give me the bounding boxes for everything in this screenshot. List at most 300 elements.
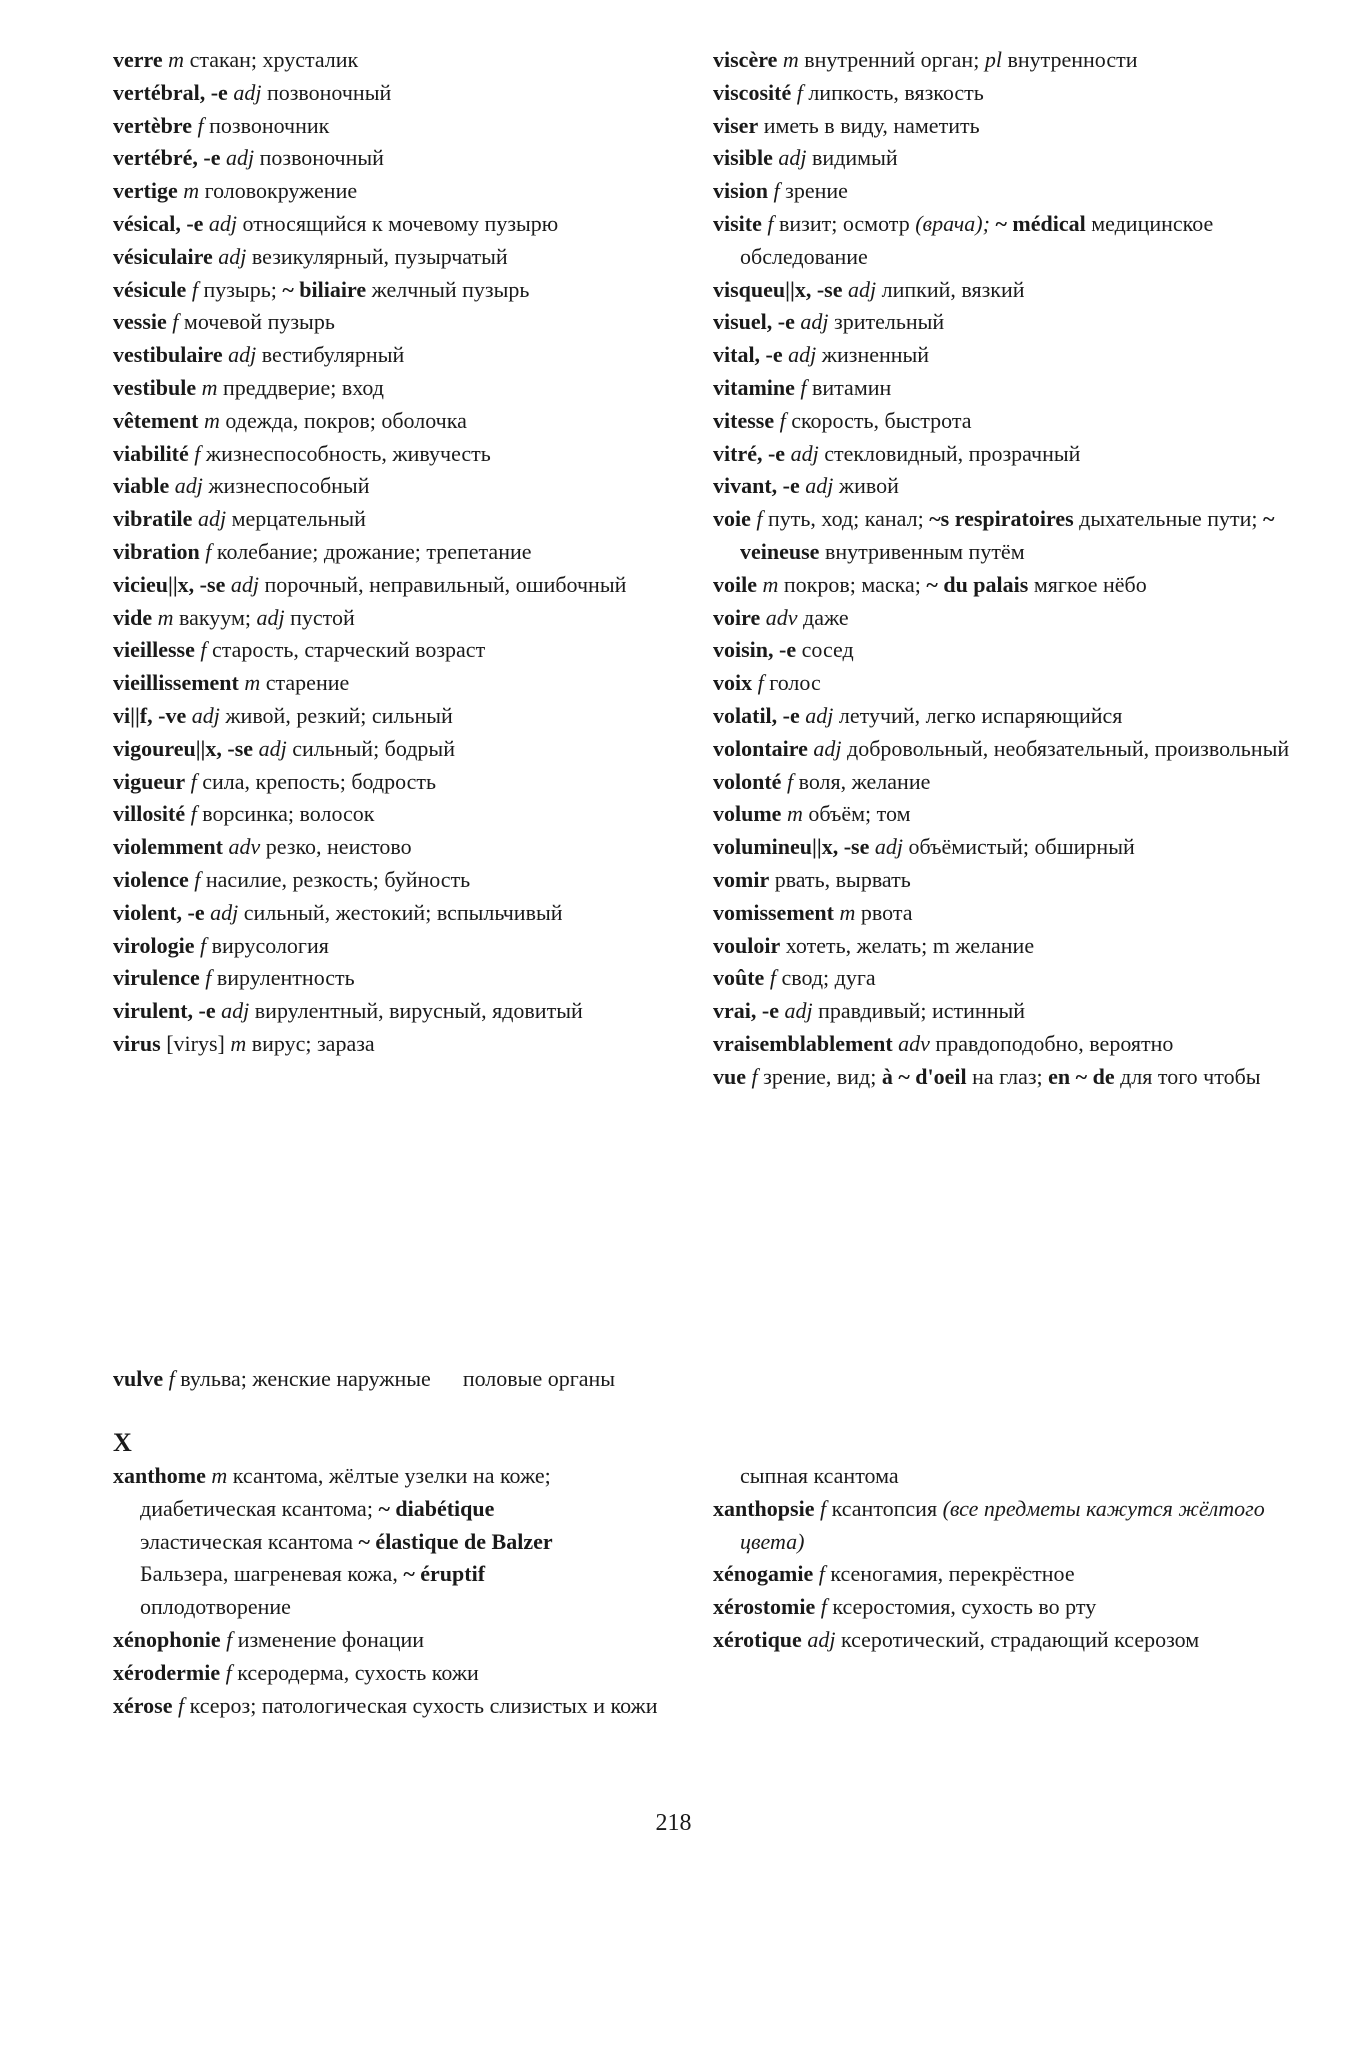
translation: жизнеспособность, живучесть <box>205 440 491 466</box>
italic-note: (все предметы кажутся жёлтого цвета) <box>740 1495 1265 1554</box>
dictionary-entry <box>113 1526 713 1559</box>
dictionary-entry <box>113 175 713 208</box>
dictionary-entry <box>713 142 1293 175</box>
headword: vésiculaire <box>113 243 213 269</box>
grammar-label: f <box>769 965 776 991</box>
grammar-label: f <box>194 866 201 892</box>
grammar-label: m <box>762 571 779 597</box>
headword: visqueu||x, -se <box>713 276 843 302</box>
bold-phrase: ~ élastique de Balzer <box>358 1528 553 1554</box>
translation: зрительный <box>834 309 945 335</box>
translation: живой, резкий; сильный <box>225 702 453 728</box>
grammar-label: adj <box>790 440 819 466</box>
translation: правдоподобно, вероятно <box>935 1030 1174 1056</box>
dictionary-entry <box>713 77 1293 110</box>
dictionary-entry <box>713 470 1293 503</box>
translation: пузырь; <box>203 276 277 302</box>
translation: ксантома, жёлтые узелки на коже; <box>232 1463 551 1488</box>
translation: сильный, жестокий; вспыльчивый <box>243 899 563 925</box>
translation: сильный; бодрый <box>292 735 455 761</box>
headword: verre <box>113 47 163 72</box>
translation-continued: для того чтобы <box>1120 1063 1261 1089</box>
translation: сыпная ксантома <box>740 1463 899 1488</box>
headword: volume <box>713 801 782 827</box>
headword: vertèbre <box>113 112 192 138</box>
grammar-label: m <box>157 604 174 630</box>
dictionary-entry <box>713 831 1293 864</box>
translation: одежда, покров; оболочка <box>225 407 467 433</box>
grammar-label: f <box>177 1692 185 1718</box>
headword: vieillissement <box>113 670 239 696</box>
dictionary-entry <box>713 110 1293 143</box>
dictionary-entry <box>713 798 1293 831</box>
dictionary-entry <box>713 569 1293 602</box>
headword: voire <box>713 604 761 630</box>
grammar-label: f <box>786 768 794 794</box>
translation: рвать, вырвать <box>774 866 911 892</box>
translation: вульва; женские наружные <box>180 1366 431 1391</box>
grammar-label: adj <box>805 702 834 728</box>
translation: хотеть, желать; m желание <box>785 932 1035 958</box>
grammar-label: m <box>230 1030 247 1056</box>
grammar-label: f <box>190 801 197 827</box>
headword: visible <box>713 145 773 171</box>
translation: ксеногамия, перекрёстное <box>830 1561 1075 1587</box>
grammar-label: adj <box>813 735 842 761</box>
grammar-label: m <box>183 178 200 204</box>
grammar-label: m <box>201 374 218 400</box>
headword: viabilité <box>113 440 189 466</box>
headword: xanthome <box>113 1463 206 1488</box>
grammar-label: adv <box>898 1030 930 1056</box>
grammar-label: adv <box>765 604 798 630</box>
translation: покров; маска; <box>783 571 921 597</box>
translation: преддверие; вход <box>223 374 384 400</box>
grammar-label: f <box>205 965 212 991</box>
dictionary-entry <box>713 897 1293 930</box>
headword: visuel, -e <box>713 309 795 335</box>
dictionary-entry <box>113 602 713 635</box>
translation-continued: внутренности <box>1007 47 1138 72</box>
headword: vertébral, -e <box>113 79 228 105</box>
dictionary-entry <box>713 733 1293 766</box>
translation: жизненный <box>821 342 930 368</box>
dictionary-entry <box>113 1493 713 1526</box>
translation: эластическая ксантома <box>140 1528 353 1554</box>
dictionary-entry <box>113 897 713 930</box>
translation: вирулентный, вирусный, ядовитый <box>254 998 583 1024</box>
section-letter: X <box>113 1428 132 1457</box>
dictionary-entry <box>113 1657 713 1690</box>
translation: головокружение <box>204 178 358 204</box>
dictionary-entry <box>113 864 713 897</box>
headword: vibration <box>113 538 200 564</box>
dictionary-entry <box>713 864 1293 897</box>
dictionary-entry <box>113 569 713 602</box>
headword: vomir <box>713 866 770 892</box>
headword: vésicule <box>113 276 187 302</box>
headword: vieillesse <box>113 637 195 663</box>
grammar-label: m <box>204 407 220 433</box>
grammar-label: adj <box>218 243 247 269</box>
dictionary-entry <box>113 438 713 471</box>
dictionary-entry <box>713 1061 1293 1094</box>
grammar-label: f <box>751 1063 758 1089</box>
translation-continued: внутривенным путём <box>824 538 1025 564</box>
dictionary-entry <box>713 602 1293 635</box>
grammar-label: f <box>757 670 764 696</box>
translation: иметь в виду, наметить <box>763 112 980 138</box>
dictionary-entry <box>113 274 713 307</box>
italic-note: pl <box>984 47 1002 72</box>
headword: vision <box>713 178 769 204</box>
headword: villosité <box>113 801 186 827</box>
translation: мочевой пузырь <box>183 309 335 335</box>
dictionary-entry <box>113 1028 713 1061</box>
dictionary-entry <box>113 634 713 667</box>
headword: voûte <box>713 965 765 991</box>
grammar-label: m <box>839 899 856 925</box>
translation: вестибулярный <box>261 342 405 368</box>
headword: xérodermie <box>113 1659 221 1685</box>
bold-phrase: ~s respiratoires <box>929 506 1074 532</box>
grammar-label: m <box>168 47 185 72</box>
headword: vibratile <box>113 506 193 532</box>
translation: изменение фонации <box>237 1626 425 1652</box>
translation: ксероз; патологическая сухость слизистых и кожи <box>189 1692 658 1718</box>
headword: vouloir <box>713 932 781 958</box>
headword: vraisemblablement <box>713 1030 893 1056</box>
dictionary-entry <box>113 405 713 438</box>
headword: vésical, -e <box>113 210 204 236</box>
headword: xénophonie <box>113 1626 221 1652</box>
translation: вирусология <box>211 932 329 958</box>
headword: voile <box>713 571 757 597</box>
dictionary-entry <box>113 470 713 503</box>
translation: ворсинка; волосок <box>202 801 375 827</box>
translation: старение <box>265 670 350 696</box>
translation-continued: мягкое нёбо <box>1033 571 1147 597</box>
headword: vêtement <box>113 407 199 433</box>
dictionary-entry <box>113 962 713 995</box>
grammar-label: adj <box>807 1626 836 1652</box>
translation: вирус; зараза <box>251 1030 375 1056</box>
headword: vivant, -e <box>713 473 800 499</box>
grammar-label: adj <box>208 210 238 236</box>
dictionary-entry <box>113 930 713 963</box>
dictionary-entry <box>713 667 1293 700</box>
dictionary-entry <box>113 241 713 274</box>
dictionary-entry <box>713 503 1293 569</box>
translation: летучий, легко испаряющийся <box>838 702 1123 728</box>
translation: добровольный, необязательный, произвольный <box>847 735 1290 761</box>
headword: viscère <box>713 47 778 72</box>
dictionary-entry <box>713 1558 1293 1591</box>
dictionary-entry <box>113 339 713 372</box>
dictionary-entry <box>113 1460 713 1493</box>
dictionary-entry <box>113 700 713 733</box>
headword: xérotique <box>713 1626 802 1652</box>
dictionary-entry <box>113 995 713 1028</box>
dictionary-entry <box>113 44 713 77</box>
headword: virus <box>113 1030 161 1056</box>
translation: позвоночный <box>266 79 392 105</box>
dictionary-entry <box>113 798 713 831</box>
dictionary-entry <box>113 110 713 143</box>
dictionary-entry <box>113 1591 713 1624</box>
translation: липкость, вязкость <box>808 79 984 105</box>
translation: ксеростомия, сухость во рту <box>832 1594 1097 1620</box>
dictionary-entry <box>713 306 1293 339</box>
dictionary-entry <box>113 142 713 175</box>
grammar-label: adj <box>778 145 807 171</box>
translation: воля, желание <box>798 768 931 794</box>
translation: скорость, быстрота <box>791 407 972 433</box>
translation: относящийся к мочевому пузырю <box>242 210 559 236</box>
headword: xanthopsie <box>713 1495 815 1521</box>
headword: viscosité <box>713 79 792 105</box>
headword: violence <box>113 866 189 892</box>
grammar-label: adj <box>174 473 203 499</box>
grammar-label: f <box>756 506 763 532</box>
dictionary-entry <box>713 1591 1293 1624</box>
translation: стакан; хрусталик <box>189 47 359 72</box>
headword: violemment <box>113 834 223 860</box>
grammar-label: f <box>172 309 179 335</box>
headword: vulve <box>113 1366 164 1391</box>
grammar-label: adj <box>233 79 262 105</box>
headword: vital, -e <box>713 342 783 368</box>
translation: правдивый; истинный <box>818 998 1026 1024</box>
headword: vi||f, -ve <box>113 702 187 728</box>
headword: vestibulaire <box>113 342 223 368</box>
translation-continued: медицинское обследование <box>740 210 1214 269</box>
translation: сосед <box>801 637 854 663</box>
grammar-label: f <box>818 1561 825 1587</box>
pronunciation: [virys] <box>166 1030 225 1056</box>
translation: ксантопсия <box>831 1495 938 1521</box>
grammar-label: adj <box>230 571 259 597</box>
translation: вакуум; <box>179 604 251 630</box>
translation: старость, старческий возраст <box>212 637 486 663</box>
dictionary-entry <box>713 1493 1293 1559</box>
headword: vessie <box>113 309 167 335</box>
translation-continued: дыхательные пути; <box>1079 506 1258 532</box>
grammar-label: f <box>168 1366 175 1391</box>
dictionary-entry <box>713 1028 1293 1061</box>
grammar-label: f <box>767 210 774 236</box>
grammar-label: m <box>786 801 803 827</box>
translation: везикулярный, пузырчатый <box>251 243 508 269</box>
grammar-label: f <box>194 440 201 466</box>
grammar-label: f <box>779 407 786 433</box>
dictionary-entry <box>713 995 1293 1028</box>
dictionary-entry <box>113 1624 713 1657</box>
grammar-label: adj <box>191 702 220 728</box>
section-x-right-column <box>713 1460 1293 1657</box>
translation: визит; осмотр <box>779 210 910 236</box>
translation: диабетическая ксантома; <box>140 1495 373 1521</box>
headword: voix <box>713 670 753 696</box>
headword: virulence <box>113 965 200 991</box>
headword: virologie <box>113 932 195 958</box>
bold-phrase: ~ du palais <box>926 571 1029 597</box>
translation: голос <box>769 670 821 696</box>
bold-phrase: en ~ de <box>1048 1063 1115 1089</box>
grammar-label: f <box>819 1495 827 1521</box>
headword: vestibule <box>113 374 197 400</box>
grammar-label: f <box>190 768 197 794</box>
left-column <box>113 44 713 1061</box>
grammar-label: f <box>191 276 198 302</box>
headword: vitré, -e <box>713 440 786 466</box>
right-column <box>713 44 1293 1094</box>
grammar-label: adj <box>805 473 834 499</box>
headword: volatil, -e <box>713 702 800 728</box>
dictionary-entry <box>713 700 1293 733</box>
translation: порочный, неправильный, ошибочный <box>264 571 627 597</box>
bold-phrase: ~ éruptif <box>403 1561 486 1587</box>
bold-phrase: ~ biliaire <box>282 276 367 302</box>
dictionary-entry <box>113 667 713 700</box>
grammar-label: f <box>796 79 803 105</box>
dictionary-entry <box>713 339 1293 372</box>
grammar-label: f <box>226 1626 233 1652</box>
grammar-label: f <box>225 1659 232 1685</box>
translation: рвота <box>860 899 913 925</box>
italic-note: adj <box>256 604 285 630</box>
dictionary-entry <box>713 175 1293 208</box>
translation: ксеротический, страдающий ксерозом <box>840 1626 1200 1652</box>
headword: vitesse <box>713 407 775 433</box>
translation: свод; дуга <box>781 965 876 991</box>
translation: живой <box>838 473 899 499</box>
translation: зрение, вид; <box>763 1063 877 1089</box>
grammar-label: adj <box>788 342 817 368</box>
dictionary-entry <box>113 1690 713 1723</box>
grammar-label: f <box>820 1594 827 1620</box>
translation: оплодотворение <box>140 1594 291 1620</box>
translation: насилие, резкость; буйность <box>205 866 471 892</box>
bold-phrase: ~ diabétique <box>378 1495 495 1521</box>
grammar-label: adj <box>874 834 903 860</box>
dictionary-entry <box>713 930 1293 963</box>
translation: позвоночник <box>209 112 330 138</box>
headword: volumineu||x, -se <box>713 834 870 860</box>
translation: липкий, вязкий <box>881 276 1025 302</box>
translation: зрение <box>785 178 848 204</box>
bold-phrase: ~ médical <box>995 210 1086 236</box>
headword: volonté <box>713 768 782 794</box>
dictionary-entry <box>713 405 1293 438</box>
dictionary-entry <box>113 306 713 339</box>
translation: внутренний орган; <box>804 47 980 72</box>
bold-phrase: à ~ d'oeil <box>881 1063 967 1089</box>
translation: позвоночный <box>259 145 384 171</box>
grammar-label: m <box>211 1463 228 1488</box>
headword: vide <box>113 604 153 630</box>
translation: жизнеспособный <box>208 473 370 499</box>
translation: мерцательный <box>231 506 366 532</box>
grammar-label: adj <box>221 998 250 1024</box>
dictionary-entry <box>713 766 1293 799</box>
italic-note: (врача); <box>915 210 990 236</box>
translation-continued: желчный пузырь <box>371 276 530 302</box>
headword: vrai, -e <box>713 998 779 1024</box>
translation-continued: на глаз; <box>972 1063 1043 1089</box>
translation-continued: пустой <box>290 604 355 630</box>
grammar-label: f <box>773 178 780 204</box>
headword: vertébré, -e <box>113 145 221 171</box>
dictionary-entry <box>113 77 713 110</box>
dictionary-entry <box>113 733 713 766</box>
dictionary-entry <box>713 274 1293 307</box>
translation: вирулентность <box>216 965 355 991</box>
page-number: 218 <box>655 1810 692 1836</box>
headword: voisin, -e <box>713 637 797 663</box>
grammar-label: f <box>199 932 207 958</box>
grammar-label: adv <box>228 834 261 860</box>
grammar-label: adj <box>848 276 877 302</box>
dictionary-entry <box>113 766 713 799</box>
translation: витамин <box>812 374 892 400</box>
dictionary-entry <box>113 372 713 405</box>
headword: violent, -e <box>113 899 205 925</box>
grammar-label: f <box>197 112 204 138</box>
bold-phrase: ~ veineuse <box>740 506 1275 564</box>
headword: virulent, -e <box>113 998 216 1024</box>
grammar-label: adj <box>258 735 287 761</box>
dictionary-entry <box>713 208 1293 274</box>
translation: Бальзера, шагреневая кожа, <box>140 1561 398 1587</box>
headword: voie <box>713 506 751 532</box>
translation: стекловидный, прозрачный <box>824 440 1081 466</box>
dictionary-entry <box>113 503 713 536</box>
headword: xérose <box>113 1692 173 1718</box>
headword: volontaire <box>713 735 808 761</box>
grammar-label: m <box>244 670 261 696</box>
dictionary-entry <box>713 634 1293 667</box>
dictionary-entry <box>113 1558 713 1591</box>
grammar-label: adj <box>784 998 813 1024</box>
headword: xénogamie <box>713 1561 814 1587</box>
dictionary-entry <box>713 1624 1293 1657</box>
grammar-label: adj <box>228 342 257 368</box>
grammar-label: adj <box>210 899 239 925</box>
headword: xérostomie <box>713 1594 816 1620</box>
section-x-left-column <box>113 1460 713 1722</box>
dictionary-entry <box>713 44 1293 77</box>
headword: vue <box>713 1063 746 1089</box>
headword: vertige <box>113 178 178 204</box>
dictionary-entry <box>113 831 713 864</box>
entry-vulve <box>113 1363 615 1396</box>
translation: объёмистый; обширный <box>908 834 1135 860</box>
grammar-label: adj <box>197 506 227 532</box>
translation: колебание; дрожание; трепетание <box>216 538 532 564</box>
headword: viable <box>113 473 170 499</box>
grammar-label: adj <box>800 309 829 335</box>
dictionary-entry <box>713 1460 1293 1493</box>
headword: vomissement <box>713 899 834 925</box>
grammar-label: f <box>200 637 207 663</box>
grammar-label: f <box>800 374 807 400</box>
translation: сила, крепость; бодрость <box>202 768 437 794</box>
headword: vicieu||x, -se <box>113 571 226 597</box>
translation: ксеродерма, сухость кожи <box>237 1659 479 1685</box>
grammar-label: adj <box>225 145 255 171</box>
translation: объём; том <box>808 801 911 827</box>
